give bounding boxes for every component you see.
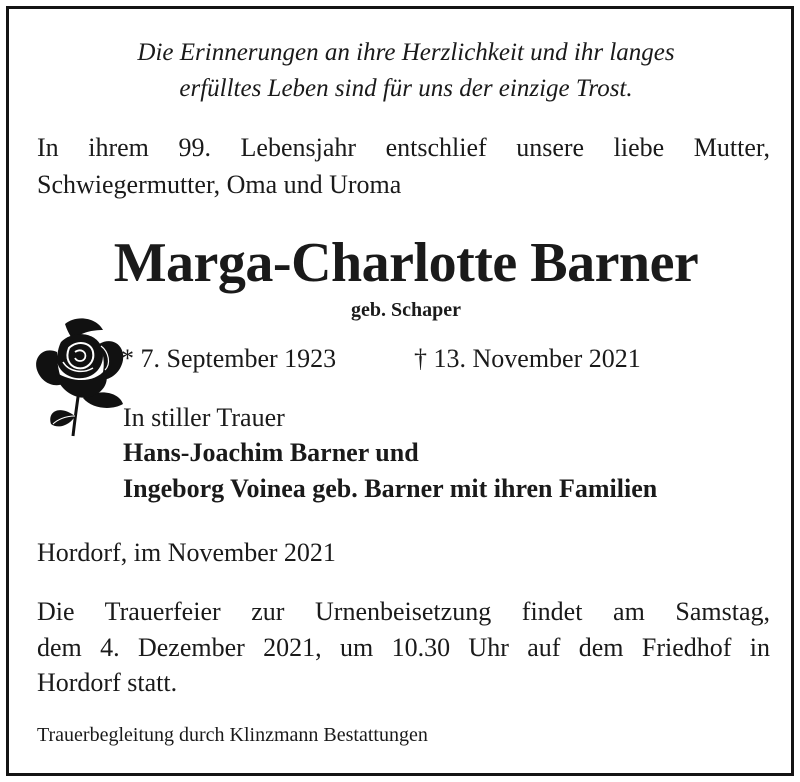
rose-icon (29, 312, 129, 440)
birth-name: geb. Schaper (351, 299, 461, 321)
place-date: Hordorf, im November 2021 (37, 538, 336, 567)
notice-border (6, 6, 794, 776)
deceased-name: Marga-Charlotte Barner (113, 232, 699, 294)
mourning-heading: In stiller Trauer (123, 403, 285, 432)
motto-line-1: Die Erinnerungen an ihre Herzlichkeit und ihr langes (137, 39, 675, 66)
intro-line-1: In ihrem 99. Lebensjahr entschlief unsere liebe Mutter, (37, 133, 770, 162)
intro-line-2: Schwiegermutter, Oma und Uroma (37, 170, 402, 199)
mourner-line-1: Hans-Joachim Barner und (123, 438, 419, 467)
service-line-2: dem 4. Dezember 2021, um 10.30 Uhr auf dem Friedhof in (37, 633, 770, 662)
service-line-3: Hordorf statt. (37, 668, 178, 697)
service-line-1: Die Trauerfeier zur Urnenbeisetzung findet am Samstag, (37, 597, 770, 626)
birth-date: * 7. September 1923 (121, 344, 337, 373)
death-date: † 13. November 2021 (414, 344, 641, 373)
motto-line-2: erfülltes Leben sind für uns der einzige Trost. (179, 75, 633, 102)
undertaker-note: Trauerbegleitung durch Klinzmann Bestattungen (37, 724, 428, 746)
mourner-line-2: Ingeborg Voinea geb. Barner mit ihren Familien (123, 474, 658, 503)
